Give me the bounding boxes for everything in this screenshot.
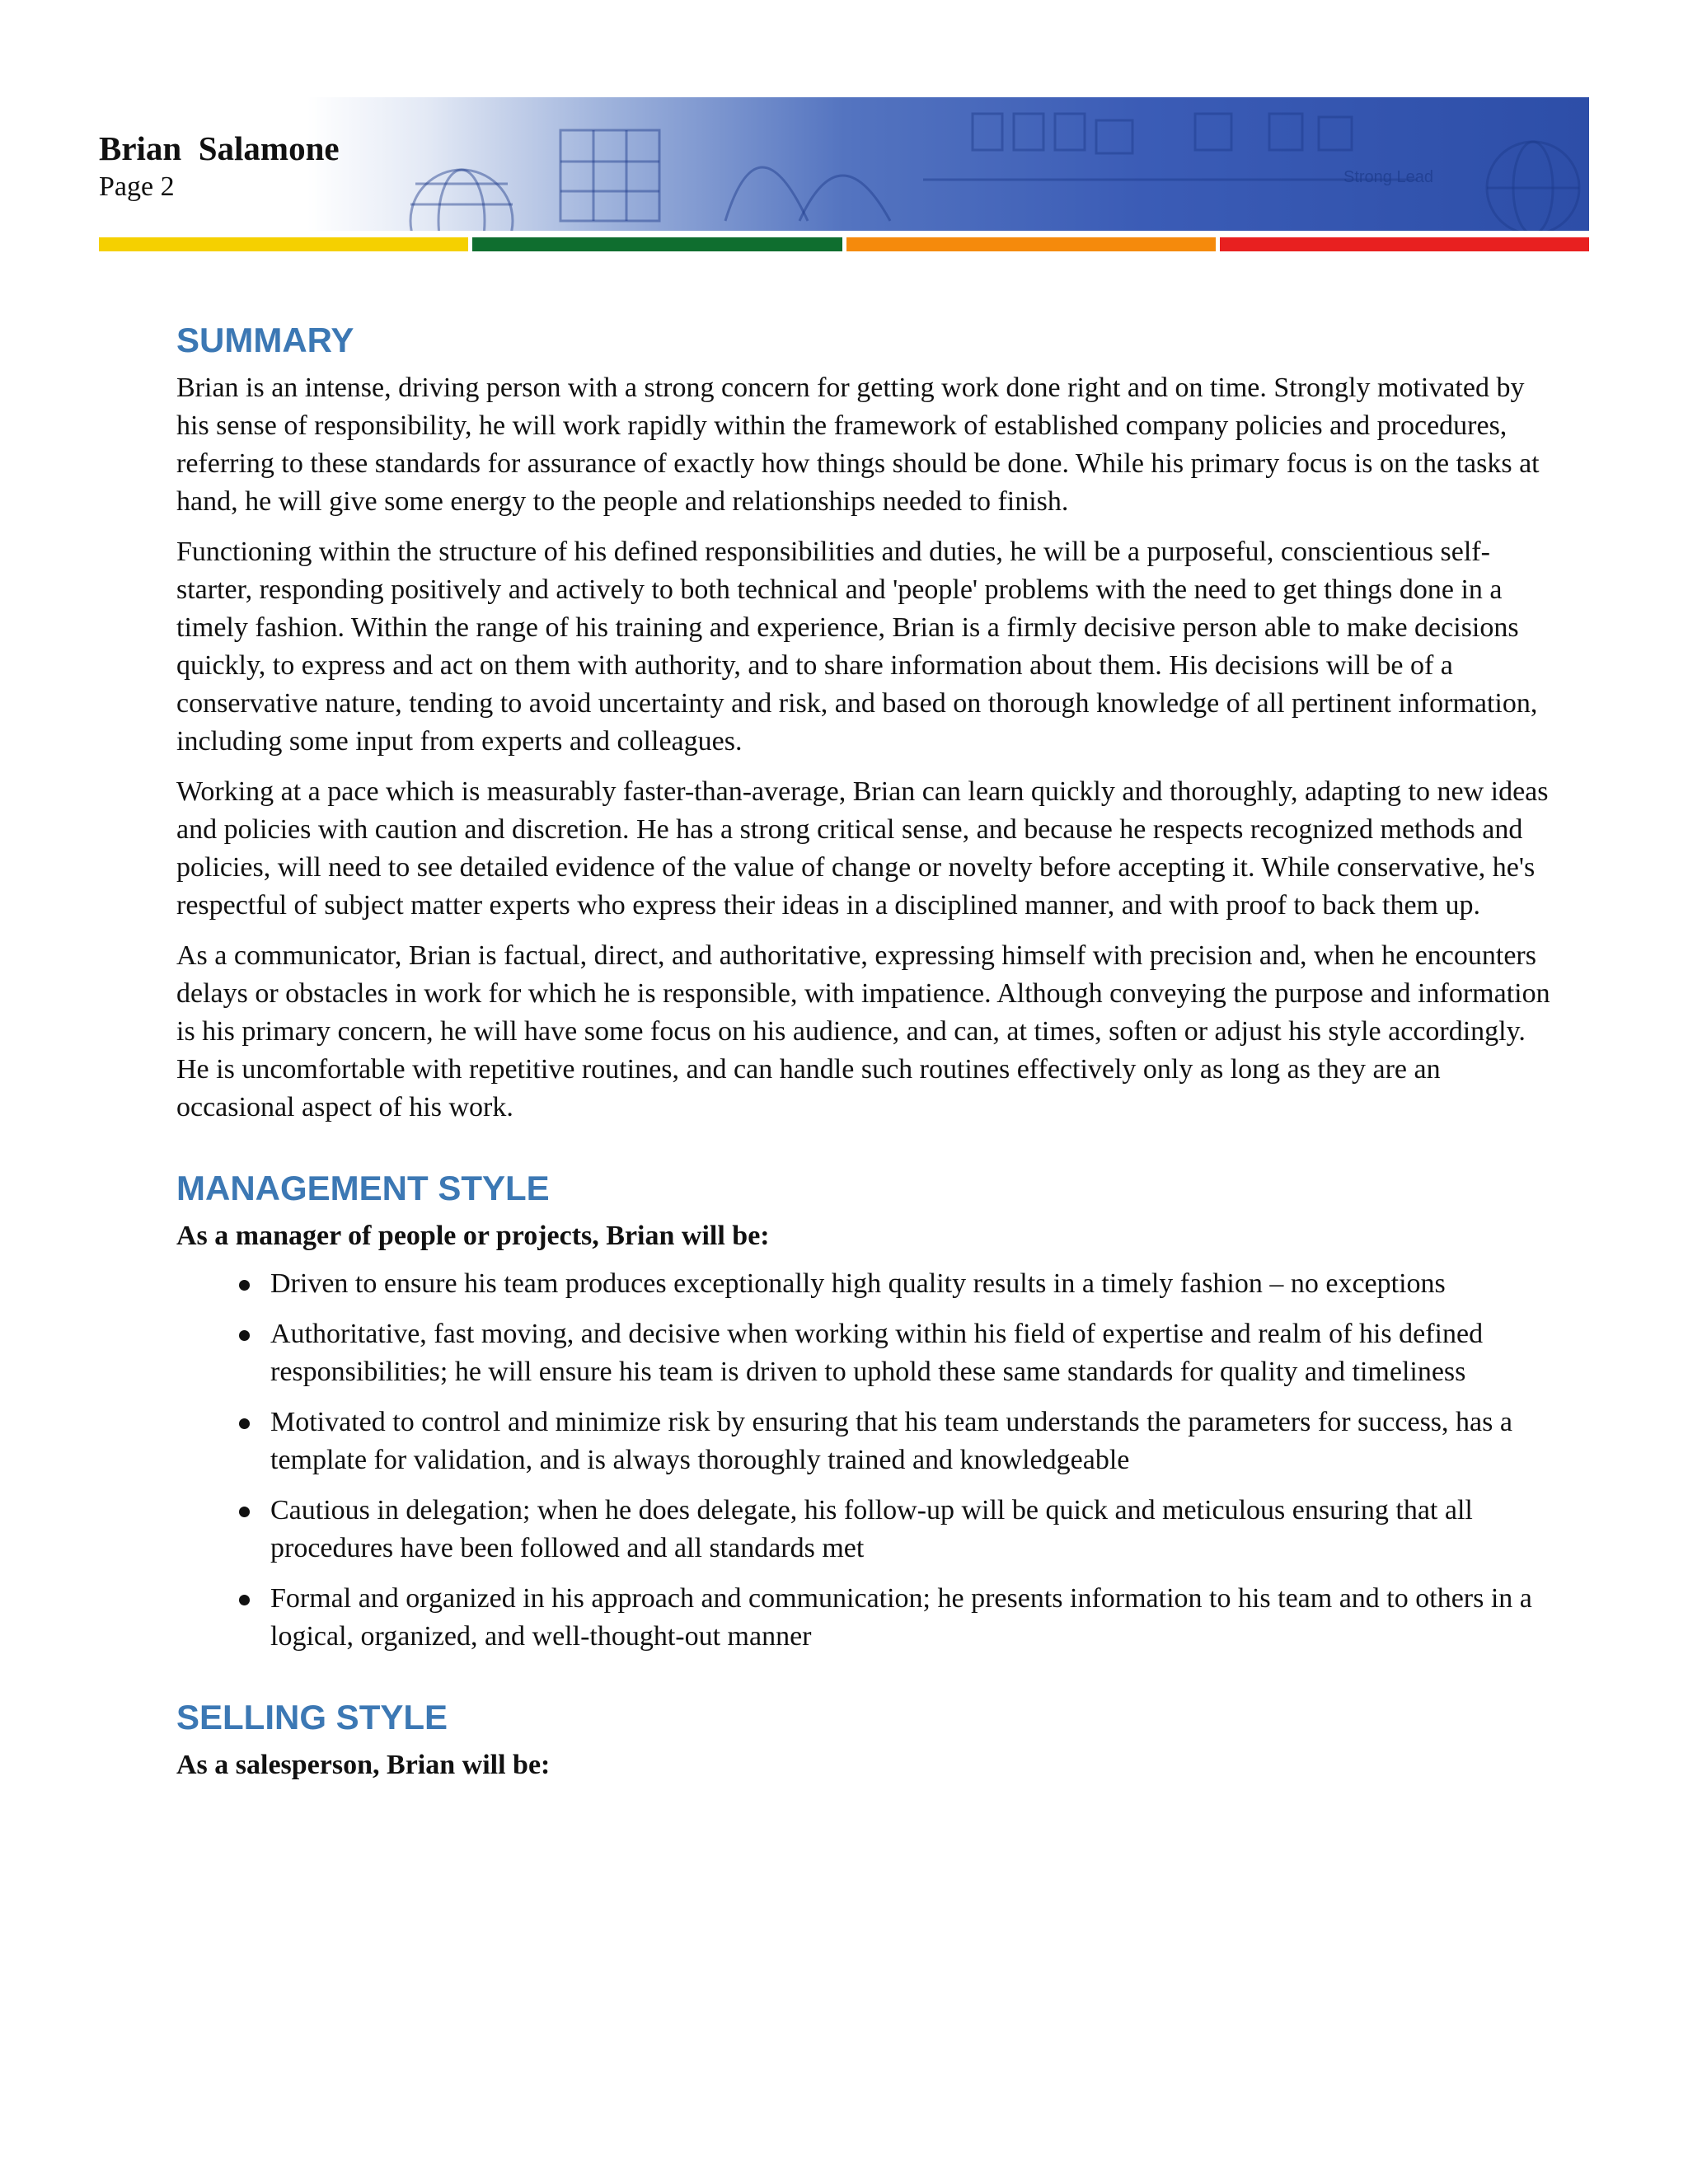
list-item-text: Driven to ensure his team produces exceptionally high quality results in a timely fashion – no exceptions bbox=[270, 1268, 1446, 1299]
summary-paragraph: Functioning within the structure of his defined responsibilities and duties, he will be a purposeful, conscientious self-starter, responding positively and actively to both technical and 'people' problems with the need to get things done in a timely fashion. Within the range of his training and experience, Brian is a firmly decisive person able to make decisions quickly, to express and act on them with authority, and to share information about them. His decisions will be of a conservative nature, tending to avoid uncertainty and risk, and based on thorough knowledge of all pertinent information, including some input from experts and colleagues. bbox=[176, 537, 1538, 757]
color-bar-yellow bbox=[99, 237, 468, 251]
list-item-text: Authoritative, fast moving, and decisive when working within his field of expertise and realm of his defined responsibilities; he will ensure his team is driven to uphold these same standards for quality and timeliness bbox=[270, 1319, 1484, 1387]
section-title: MANAGEMENT STYLE bbox=[176, 1169, 550, 1207]
section-lead: As a salesperson, Brian will be: bbox=[176, 1750, 551, 1780]
list-item bbox=[270, 1265, 1553, 1303]
list-item bbox=[270, 1404, 1553, 1479]
list-item-text: Formal and organized in his approach and communication; he presents information to his team and to others in a logical, organized, and well-thought-out manner bbox=[270, 1583, 1532, 1652]
section-title: SUMMARY bbox=[176, 321, 354, 359]
list-item-text: Cautious in delegation; when he does delegate, his follow-up will be quick and meticulous ensuring that all procedures have been followed and all standards met bbox=[270, 1495, 1473, 1563]
page-number: Page 2 bbox=[99, 171, 175, 202]
section-title: SELLING STYLE bbox=[176, 1698, 448, 1736]
management-style-section bbox=[176, 1168, 1553, 1656]
bullet-icon bbox=[239, 1507, 250, 1517]
bullet-icon bbox=[239, 1280, 250, 1291]
page-header bbox=[99, 97, 1589, 231]
summary-paragraph: Working at a pace which is measurably faster-than-average, Brian can learn quickly and thoroughly, adapting to new ideas and policies with caution and discretion. He has a strong critical sense, and because he respects recognized methods and policies, will need to see detailed evidence of the value of change or novelty before accepting it. While conservative, he's respectful of subject matter experts who express their ideas in a disciplined manner, and with proof to back them up. bbox=[176, 776, 1549, 921]
bullet-icon bbox=[239, 1418, 250, 1429]
bullet-icon bbox=[239, 1595, 250, 1605]
summary-paragraph: Brian is an intense, driving person with a strong concern for getting work done right and on time. Strongly motivated by his sense of responsibility, he will work rapidly within the framework of established company policies and procedures, referring to these standards for assurance of exactly how things should be done. While his primary focus is on the tasks at hand, he will give some energy to the people and relationships needed to finish. bbox=[176, 373, 1540, 517]
list-item bbox=[270, 1492, 1553, 1568]
color-bar-green bbox=[472, 237, 842, 251]
person-name: Brian Salamone bbox=[99, 129, 340, 167]
report-content bbox=[176, 320, 1553, 1794]
bullet-icon bbox=[239, 1330, 250, 1341]
list-item bbox=[270, 1580, 1553, 1656]
color-bar-orange bbox=[846, 237, 1216, 251]
banner-caption: Strong Lead bbox=[1343, 168, 1433, 186]
summary-paragraph: As a communicator, Brian is factual, direct, and authoritative, expressing himself with precision and, when he encounters delays or obstacles in work for which he is responsible, with impatience. Although conveying the purpose and information is his primary concern, he will have some focus on his audience, and can, at times, soften or adjust his style accordingly. He is uncomfortable with repetitive routines, and can handle such routines effectively only as long as they are an occasional aspect of his work. bbox=[176, 940, 1550, 1122]
management-bullet-list bbox=[176, 1265, 1553, 1656]
list-item bbox=[270, 1315, 1553, 1391]
selling-style-section bbox=[176, 1697, 1553, 1784]
list-item-text: Motivated to control and minimize risk by ensuring that his team understands the parameters for success, has a template for validation, and is always thoroughly trained and knowledgeable bbox=[270, 1407, 1512, 1475]
color-bar-red bbox=[1220, 237, 1589, 251]
section-lead: As a manager of people or projects, Brian will be: bbox=[176, 1221, 770, 1251]
header-color-bars bbox=[99, 237, 1589, 251]
summary-section bbox=[176, 320, 1553, 1127]
